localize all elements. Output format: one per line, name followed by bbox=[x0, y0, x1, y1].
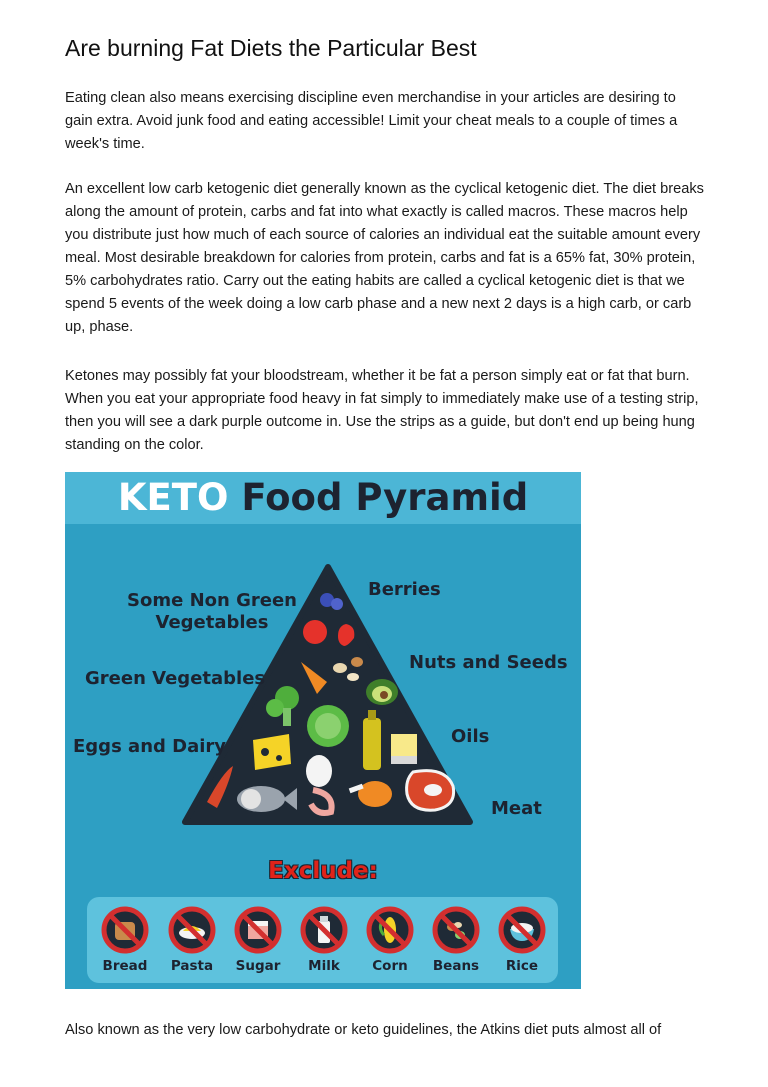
oil-bottle-icon bbox=[363, 718, 381, 770]
infographic-title-keto: KETO bbox=[117, 476, 229, 519]
exclude-item-beans bbox=[423, 905, 489, 974]
label-berries: Berries bbox=[368, 579, 441, 600]
no-rice-icon bbox=[497, 905, 547, 955]
exclude-label-corn: Corn bbox=[372, 958, 408, 974]
no-sugar-icon bbox=[233, 905, 283, 955]
exclude-bar bbox=[87, 897, 558, 983]
exclude-label-beans: Beans bbox=[432, 958, 480, 974]
exclude-label-sugar: Sugar bbox=[235, 958, 281, 974]
exclude-item-pasta bbox=[159, 905, 225, 974]
exclude-item-milk bbox=[291, 905, 357, 974]
no-beans-icon bbox=[431, 905, 481, 955]
infographic-title-rest: Food Pyramid bbox=[241, 476, 529, 519]
exclude-item-sugar bbox=[225, 905, 291, 974]
label-eggs-and-dairy: Eggs and Dairy bbox=[73, 736, 227, 757]
nut-icon bbox=[333, 663, 347, 673]
no-corn-icon bbox=[365, 905, 415, 955]
paragraph-4: Also known as the very low carbohydrate or keto guidelines, the Atkins diet puts almost all of bbox=[65, 1022, 662, 1038]
no-bread-icon bbox=[100, 905, 150, 955]
cheese-icon bbox=[253, 734, 291, 770]
label-oils: Oils bbox=[451, 726, 490, 747]
label-green-vegetables: Green Vegetables bbox=[85, 668, 266, 689]
exclude-label-milk: Milk bbox=[308, 958, 340, 974]
paragraph-2: An excellent low carb ketogenic diet generally known as the cyclical ketogenic diet. The diet breaks along the amount of protein, carbs and fat into what exactly is called macros. These macros help you distribute just how much of each source of calories an individual eat the suitable amount every meal. Most desirable breakdown for calories from protein, carbs and fat is a 65% fat, 30% protein, 5% carbohydrates ratio. Carry out the eating habits are called a cyclical ketogenic diet is that we spend 5 events of the week doing a low carb phase and a new next 2 days is a high carb, or carb up, phase. bbox=[65, 181, 704, 335]
no-milk-icon bbox=[299, 905, 349, 955]
keto-food-pyramid-image bbox=[65, 472, 581, 989]
exclude-item-corn bbox=[357, 905, 423, 974]
exclude-title: Exclude: bbox=[268, 858, 378, 884]
exclude-label-bread: Bread bbox=[102, 958, 148, 974]
chicken-leg-icon bbox=[358, 781, 392, 807]
exclude-label-pasta: Pasta bbox=[170, 958, 214, 974]
blueberry-icon bbox=[331, 598, 343, 610]
exclude-item-rice bbox=[489, 905, 555, 974]
egg-icon bbox=[306, 755, 332, 787]
paragraph-3: Ketones may possibly fat your bloodstream, whether it be fat a person simply eat or fat that burn. When you eat your appropriate food heavy in fat simply to immediately make use of a testing strip, then you will see a dark purple outcome in. Use the strips as a guide, but don't end up being hung standing on the color. bbox=[65, 368, 699, 453]
label-some-non-green-vegetables: Some Non Green Vegetables bbox=[127, 590, 297, 633]
paragraph-1: Eating clean also means exercising discipline even merchandise in your articles are desiring to gain extra. Avoid junk food and eating accessible! Limit your cheat meals to a couple of times a week's time. bbox=[65, 90, 678, 152]
label-nuts-and-seeds: Nuts and Seeds bbox=[409, 652, 568, 673]
page-title: Are burning Fat Diets the Particular Best bbox=[65, 35, 477, 61]
butter-icon bbox=[391, 734, 417, 756]
seed-icon bbox=[347, 673, 359, 681]
label-meat: Meat bbox=[491, 798, 542, 819]
tomato-icon bbox=[303, 620, 327, 644]
no-pasta-icon bbox=[167, 905, 217, 955]
nut-icon bbox=[351, 657, 363, 667]
exclude-item-bread bbox=[92, 905, 158, 974]
exclude-label-rice: Rice bbox=[505, 958, 539, 974]
